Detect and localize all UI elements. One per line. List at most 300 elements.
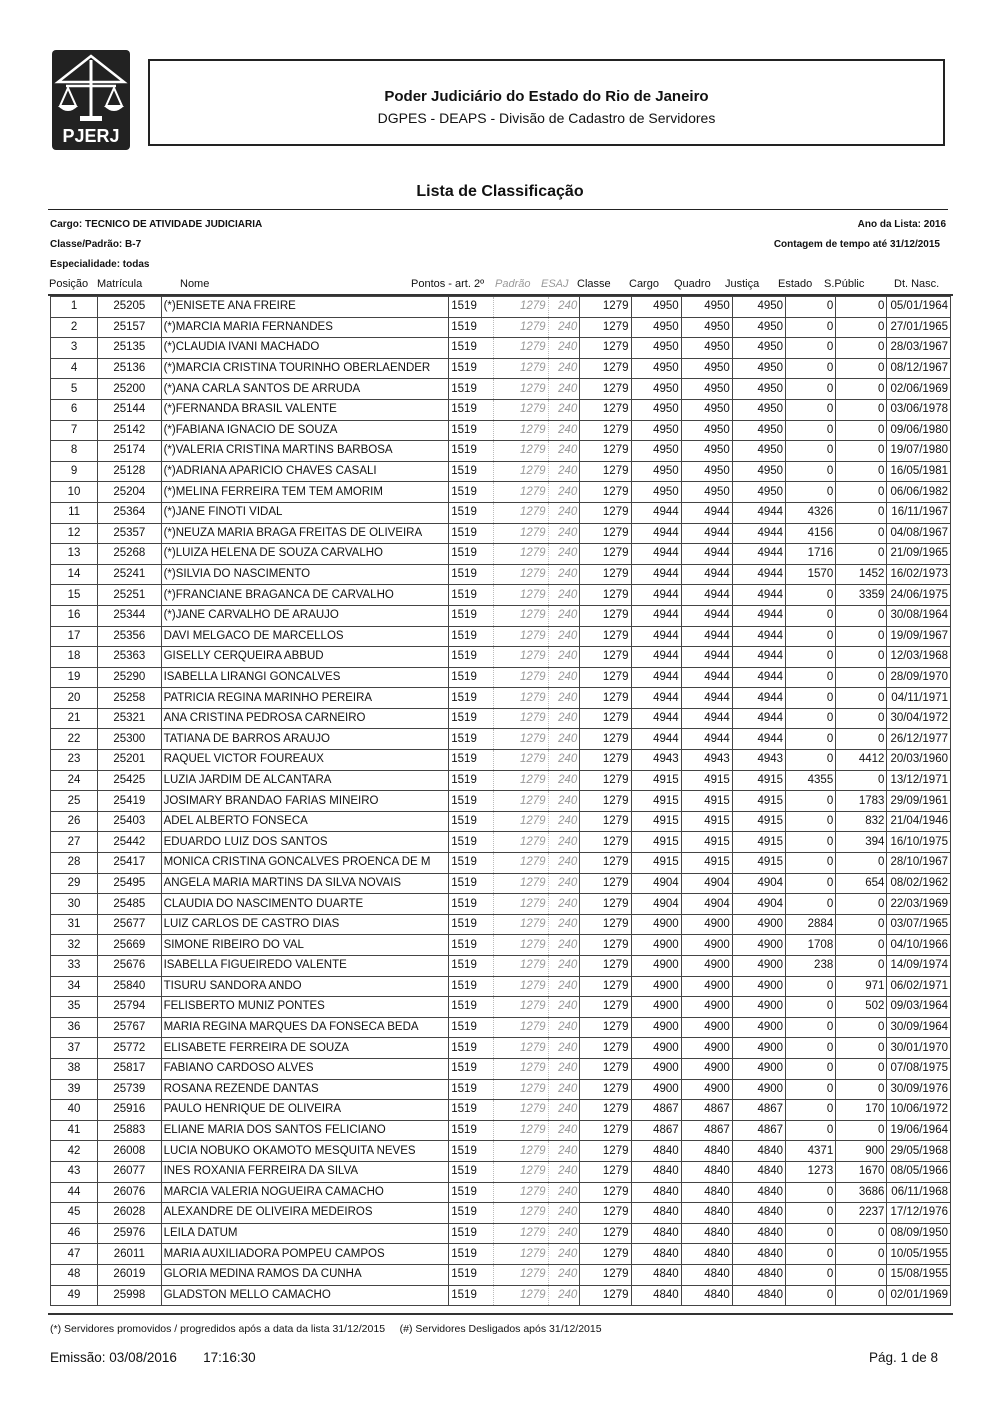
- table-row: [51, 502, 951, 523]
- cell-quadro: 4915: [681, 832, 732, 853]
- cell-justica: 4950: [732, 317, 785, 338]
- cell-cargo: 4944: [631, 626, 681, 647]
- table-row: [51, 894, 951, 915]
- cell-matricula: 25669: [98, 935, 161, 956]
- cell-esaj: 240: [548, 399, 580, 420]
- cell-estado: 4355: [786, 770, 836, 791]
- cell-esaj: 240: [548, 564, 580, 585]
- emissao: [50, 1350, 256, 1365]
- cell-classe: 1279: [580, 564, 631, 585]
- cell-pontos: 1519: [449, 564, 494, 585]
- table-row: [51, 770, 951, 791]
- cell-classe: 1279: [580, 399, 631, 420]
- cell-esaj: 240: [548, 750, 580, 771]
- cell-nome: ROSANA REZENDE DANTAS: [161, 1079, 449, 1100]
- cell-pontos: 1519: [449, 379, 494, 400]
- cell-estado: 0: [786, 585, 836, 606]
- cell-padrao: 1279: [494, 1120, 548, 1141]
- cell-quadro: 4840: [681, 1141, 732, 1162]
- cell-matricula: 25356: [98, 626, 161, 647]
- cell-spublic: 0: [836, 461, 887, 482]
- cell-dtnasc: 16/10/1975: [887, 832, 951, 853]
- cell-quadro: 4904: [681, 894, 732, 915]
- cell-posicao: 41: [51, 1120, 98, 1141]
- cell-quadro: 4915: [681, 811, 732, 832]
- cell-dtnasc: 09/06/1980: [887, 420, 951, 441]
- cell-cargo: 4950: [631, 317, 681, 338]
- meta-contagem: Contagem de tempo até 31/12/2015: [773, 239, 940, 250]
- title-rule: [48, 209, 948, 210]
- cell-spublic: 0: [836, 1285, 887, 1306]
- cell-nome: GLADSTON MELLO CAMACHO: [161, 1285, 449, 1306]
- cell-esaj: 240: [548, 791, 580, 812]
- cell-posicao: 44: [51, 1182, 98, 1203]
- table-row: [51, 708, 951, 729]
- cell-quadro: 4950: [681, 379, 732, 400]
- cell-cargo: 4840: [631, 1203, 681, 1224]
- cell-classe: 1279: [580, 894, 631, 915]
- cell-dtnasc: 02/01/1969: [887, 1285, 951, 1306]
- cell-pontos: 1519: [449, 811, 494, 832]
- cell-nome: PAULO HENRIQUE DE OLIVEIRA: [161, 1100, 449, 1121]
- cell-estado: 4326: [786, 502, 836, 523]
- cell-padrao: 1279: [494, 358, 548, 379]
- cell-dtnasc: 14/09/1974: [887, 956, 951, 977]
- cell-cargo: 4950: [631, 399, 681, 420]
- cell-matricula: 25817: [98, 1058, 161, 1079]
- cell-quadro: 4943: [681, 750, 732, 771]
- cell-padrao: 1279: [494, 1079, 548, 1100]
- cell-esaj: 240: [548, 1100, 580, 1121]
- table-row: [51, 1141, 951, 1162]
- cell-nome: MARIA AUXILIADORA POMPEU CAMPOS: [161, 1244, 449, 1265]
- cell-posicao: 48: [51, 1264, 98, 1285]
- cell-quadro: 4840: [681, 1244, 732, 1265]
- cell-matricula: 25321: [98, 708, 161, 729]
- footnote-promovidos: (*) Servidores promovidos / progredidos após a data da lista 31/12/2015: [50, 1323, 386, 1335]
- cell-esaj: 240: [548, 1017, 580, 1038]
- cell-dtnasc: 19/09/1967: [887, 626, 951, 647]
- cell-cargo: 4840: [631, 1285, 681, 1306]
- cell-quadro: 4944: [681, 564, 732, 585]
- cell-dtnasc: 22/03/1969: [887, 894, 951, 915]
- cell-esaj: 240: [548, 811, 580, 832]
- cell-justica: 4840: [732, 1182, 785, 1203]
- cell-pontos: 1519: [449, 729, 494, 750]
- cell-nome: JOSIMARY BRANDAO FARIAS MINEIRO: [161, 791, 449, 812]
- cell-dtnasc: 26/12/1977: [887, 729, 951, 750]
- table-row: [51, 1120, 951, 1141]
- cell-classe: 1279: [580, 853, 631, 874]
- cell-quadro: 4840: [681, 1264, 732, 1285]
- cell-padrao: 1279: [494, 399, 548, 420]
- cell-esaj: 240: [548, 688, 580, 709]
- table-row: [51, 1285, 951, 1306]
- cell-justica: 4950: [732, 482, 785, 503]
- cell-padrao: 1279: [494, 956, 548, 977]
- cell-classe: 1279: [580, 914, 631, 935]
- cell-classe: 1279: [580, 502, 631, 523]
- header-subtitle: DGPES - DEAPS - Divisão de Cadastro de Servidores: [377, 110, 716, 126]
- cell-spublic: 502: [836, 997, 887, 1018]
- cell-quadro: 4900: [681, 1017, 732, 1038]
- cell-classe: 1279: [580, 338, 631, 359]
- cell-spublic: 0: [836, 297, 887, 318]
- cell-esaj: 240: [548, 1203, 580, 1224]
- cell-cargo: 4943: [631, 750, 681, 771]
- cell-nome: LUZIA JARDIM DE ALCANTARA: [161, 770, 449, 791]
- cell-cargo: 4944: [631, 729, 681, 750]
- cell-padrao: 1279: [494, 420, 548, 441]
- cell-dtnasc: 04/10/1966: [887, 935, 951, 956]
- cell-quadro: 4944: [681, 544, 732, 565]
- cell-classe: 1279: [580, 976, 631, 997]
- cell-justica: 4900: [732, 1017, 785, 1038]
- cell-justica: 4867: [732, 1100, 785, 1121]
- cell-matricula: 25772: [98, 1038, 161, 1059]
- cell-dtnasc: 28/09/1970: [887, 667, 951, 688]
- cell-justica: 4900: [732, 976, 785, 997]
- table-row: [51, 976, 951, 997]
- cell-pontos: 1519: [449, 585, 494, 606]
- cell-matricula: 25916: [98, 1100, 161, 1121]
- cell-posicao: 7: [51, 420, 98, 441]
- table-row: [51, 544, 951, 565]
- cell-estado: 0: [786, 688, 836, 709]
- cell-spublic: 0: [836, 399, 887, 420]
- cell-posicao: 13: [51, 544, 98, 565]
- cell-spublic: 3359: [836, 585, 887, 606]
- cell-posicao: 4: [51, 358, 98, 379]
- cell-quadro: 4900: [681, 956, 732, 977]
- cell-cargo: 4840: [631, 1141, 681, 1162]
- cell-dtnasc: 05/01/1964: [887, 297, 951, 318]
- cell-cargo: 4840: [631, 1182, 681, 1203]
- cell-quadro: 4900: [681, 1079, 732, 1100]
- table-row: [51, 585, 951, 606]
- cell-cargo: 4904: [631, 894, 681, 915]
- cell-justica: 4900: [732, 1038, 785, 1059]
- cell-posicao: 17: [51, 626, 98, 647]
- cell-spublic: 654: [836, 873, 887, 894]
- meta-especialidade: Especialidade: todas: [50, 259, 150, 270]
- table-row: [51, 420, 951, 441]
- cell-dtnasc: 20/03/1960: [887, 750, 951, 771]
- cell-quadro: 4944: [681, 626, 732, 647]
- cell-nome: (*)FRANCIANE BRAGANCA DE CARVALHO: [161, 585, 449, 606]
- meta-classe-padrao: Classe/Padrão: B-7: [50, 239, 142, 250]
- cell-nome: ISABELLA LIRANGI GONCALVES: [161, 667, 449, 688]
- cell-esaj: 240: [548, 585, 580, 606]
- meta-cargo: Cargo: TECNICO DE ATIVIDADE JUDICIARIA: [50, 219, 263, 230]
- cell-estado: 1708: [786, 935, 836, 956]
- cell-nome: ADEL ALBERTO FONSECA: [161, 811, 449, 832]
- cell-padrao: 1279: [494, 1182, 548, 1203]
- cell-matricula: 25290: [98, 667, 161, 688]
- cell-justica: 4944: [732, 502, 785, 523]
- cell-spublic: 0: [836, 1264, 887, 1285]
- cell-dtnasc: 21/04/1946: [887, 811, 951, 832]
- cell-spublic: 0: [836, 1120, 887, 1141]
- cell-classe: 1279: [580, 791, 631, 812]
- cell-esaj: 240: [548, 1161, 580, 1182]
- cell-nome: (*)ENISETE ANA FREIRE: [161, 297, 449, 318]
- cell-posicao: 47: [51, 1244, 98, 1265]
- cell-dtnasc: 30/04/1972: [887, 708, 951, 729]
- cell-padrao: 1279: [494, 1285, 548, 1306]
- cell-estado: 2884: [786, 914, 836, 935]
- cell-cargo: 4950: [631, 358, 681, 379]
- pjerj-logo: [52, 50, 130, 150]
- cell-matricula: 25344: [98, 605, 161, 626]
- cell-padrao: 1279: [494, 564, 548, 585]
- cell-posicao: 39: [51, 1079, 98, 1100]
- cell-pontos: 1519: [449, 1264, 494, 1285]
- cell-justica: 4944: [732, 523, 785, 544]
- cell-cargo: 4840: [631, 1244, 681, 1265]
- cell-padrao: 1279: [494, 997, 548, 1018]
- cell-cargo: 4950: [631, 482, 681, 503]
- cell-pontos: 1519: [449, 791, 494, 812]
- cell-pontos: 1519: [449, 832, 494, 853]
- cell-estado: 0: [786, 441, 836, 462]
- table-row: [51, 317, 951, 338]
- table-row: [51, 1264, 951, 1285]
- cell-matricula: 25136: [98, 358, 161, 379]
- cell-spublic: 1670: [836, 1161, 887, 1182]
- cell-posicao: 26: [51, 811, 98, 832]
- cell-spublic: 0: [836, 667, 887, 688]
- cell-justica: 4840: [732, 1244, 785, 1265]
- cell-dtnasc: 30/09/1976: [887, 1079, 951, 1100]
- cell-pontos: 1519: [449, 1244, 494, 1265]
- cell-justica: 4900: [732, 1058, 785, 1079]
- cell-quadro: 4944: [681, 708, 732, 729]
- col-dtnasc: Dt. Nasc.: [894, 278, 940, 290]
- cell-estado: 0: [786, 1182, 836, 1203]
- cell-spublic: 0: [836, 1244, 887, 1265]
- cell-justica: 4840: [732, 1285, 785, 1306]
- cell-padrao: 1279: [494, 482, 548, 503]
- cell-estado: 0: [786, 791, 836, 812]
- cell-quadro: 4944: [681, 523, 732, 544]
- cell-dtnasc: 30/08/1964: [887, 605, 951, 626]
- cell-spublic: 0: [836, 420, 887, 441]
- cell-dtnasc: 06/06/1982: [887, 482, 951, 503]
- cell-estado: 0: [786, 729, 836, 750]
- cell-classe: 1279: [580, 956, 631, 977]
- cell-posicao: 28: [51, 853, 98, 874]
- cell-esaj: 240: [548, 997, 580, 1018]
- emissao-time: 17:16:30: [203, 1350, 256, 1365]
- cell-padrao: 1279: [494, 873, 548, 894]
- cell-spublic: 0: [836, 358, 887, 379]
- cell-dtnasc: 28/03/1967: [887, 338, 951, 359]
- cell-justica: 4900: [732, 935, 785, 956]
- cell-posicao: 32: [51, 935, 98, 956]
- table-row: [51, 1161, 951, 1182]
- cell-cargo: 4944: [631, 647, 681, 668]
- cell-dtnasc: 19/06/1964: [887, 1120, 951, 1141]
- cell-quadro: 4950: [681, 358, 732, 379]
- cell-nome: ANGELA MARIA MARTINS DA SILVA NOVAIS: [161, 873, 449, 894]
- cell-estado: 0: [786, 647, 836, 668]
- cell-posicao: 34: [51, 976, 98, 997]
- cell-quadro: 4944: [681, 729, 732, 750]
- cell-justica: 4840: [732, 1223, 785, 1244]
- col-padrao: Padrão: [495, 278, 531, 290]
- cell-padrao: 1279: [494, 729, 548, 750]
- cell-cargo: 4900: [631, 1058, 681, 1079]
- cell-matricula: 25739: [98, 1079, 161, 1100]
- cell-justica: 4944: [732, 708, 785, 729]
- cell-spublic: 0: [836, 482, 887, 503]
- cell-spublic: 0: [836, 523, 887, 544]
- page-number: Pág. 1 de 8: [868, 1350, 938, 1365]
- cell-quadro: 4900: [681, 914, 732, 935]
- cell-posicao: 21: [51, 708, 98, 729]
- cell-cargo: 4944: [631, 564, 681, 585]
- cell-matricula: 25174: [98, 441, 161, 462]
- cell-pontos: 1519: [449, 853, 494, 874]
- cell-justica: 4900: [732, 956, 785, 977]
- cell-pontos: 1519: [449, 770, 494, 791]
- cell-esaj: 240: [548, 935, 580, 956]
- cell-esaj: 240: [548, 976, 580, 997]
- cell-esaj: 240: [548, 873, 580, 894]
- cell-esaj: 240: [548, 832, 580, 853]
- cell-posicao: 37: [51, 1038, 98, 1059]
- cell-posicao: 9: [51, 461, 98, 482]
- cell-dtnasc: 29/05/1968: [887, 1141, 951, 1162]
- table-row: [51, 523, 951, 544]
- cell-estado: 0: [786, 1120, 836, 1141]
- cell-posicao: 31: [51, 914, 98, 935]
- cell-spublic: 2237: [836, 1203, 887, 1224]
- cell-matricula: 26028: [98, 1203, 161, 1224]
- cell-spublic: 0: [836, 441, 887, 462]
- cell-justica: 4840: [732, 1161, 785, 1182]
- cell-spublic: 0: [836, 1058, 887, 1079]
- cell-estado: 4371: [786, 1141, 836, 1162]
- cell-nome: GLORIA MEDINA RAMOS DA CUNHA: [161, 1264, 449, 1285]
- cell-classe: 1279: [580, 1141, 631, 1162]
- cell-pontos: 1519: [449, 894, 494, 915]
- cell-dtnasc: 21/09/1965: [887, 544, 951, 565]
- cell-classe: 1279: [580, 297, 631, 318]
- cell-matricula: 25794: [98, 997, 161, 1018]
- cell-quadro: 4840: [681, 1285, 732, 1306]
- cell-nome: RAQUEL VICTOR FOUREAUX: [161, 750, 449, 771]
- cell-posicao: 23: [51, 750, 98, 771]
- cell-cargo: 4944: [631, 605, 681, 626]
- emissao-label: Emissão:: [50, 1350, 106, 1365]
- cell-classe: 1279: [580, 832, 631, 853]
- cell-matricula: 25200: [98, 379, 161, 400]
- cell-cargo: 4840: [631, 1223, 681, 1244]
- cell-spublic: 3686: [836, 1182, 887, 1203]
- cell-spublic: 0: [836, 1038, 887, 1059]
- cell-classe: 1279: [580, 811, 631, 832]
- cell-pontos: 1519: [449, 688, 494, 709]
- cell-justica: 4900: [732, 997, 785, 1018]
- cell-nome: MARIA REGINA MARQUES DA FONSECA BEDA: [161, 1017, 449, 1038]
- cell-esaj: 240: [548, 647, 580, 668]
- cell-esaj: 240: [548, 317, 580, 338]
- cell-matricula: 25676: [98, 956, 161, 977]
- cell-spublic: 170: [836, 1100, 887, 1121]
- cell-justica: 4943: [732, 750, 785, 771]
- cell-esaj: 240: [548, 379, 580, 400]
- cell-justica: 4944: [732, 564, 785, 585]
- cell-classe: 1279: [580, 544, 631, 565]
- cell-dtnasc: 17/12/1976: [887, 1203, 951, 1224]
- cell-spublic: 0: [836, 502, 887, 523]
- cell-posicao: 46: [51, 1223, 98, 1244]
- cell-pontos: 1519: [449, 873, 494, 894]
- cell-nome: (*)VALERIA CRISTINA MARTINS BARBOSA: [161, 441, 449, 462]
- cell-matricula: 25204: [98, 482, 161, 503]
- cell-justica: 4840: [732, 1203, 785, 1224]
- cell-spublic: 0: [836, 770, 887, 791]
- cell-dtnasc: 03/07/1965: [887, 914, 951, 935]
- cell-estado: 238: [786, 956, 836, 977]
- cell-matricula: 25840: [98, 976, 161, 997]
- cell-spublic: 0: [836, 1079, 887, 1100]
- cell-pontos: 1519: [449, 1203, 494, 1224]
- cell-esaj: 240: [548, 502, 580, 523]
- cell-dtnasc: 12/03/1968: [887, 647, 951, 668]
- cell-justica: 4944: [732, 626, 785, 647]
- cell-cargo: 4915: [631, 791, 681, 812]
- cell-padrao: 1279: [494, 1100, 548, 1121]
- cell-quadro: 4944: [681, 647, 732, 668]
- cell-posicao: 11: [51, 502, 98, 523]
- cell-classe: 1279: [580, 1223, 631, 1244]
- cell-classe: 1279: [580, 358, 631, 379]
- cell-esaj: 240: [548, 358, 580, 379]
- cell-dtnasc: 29/09/1961: [887, 791, 951, 812]
- cell-estado: 0: [786, 976, 836, 997]
- cell-pontos: 1519: [449, 1058, 494, 1079]
- cell-cargo: 4950: [631, 461, 681, 482]
- cell-pontos: 1519: [449, 1182, 494, 1203]
- cell-esaj: 240: [548, 914, 580, 935]
- cell-cargo: 4950: [631, 441, 681, 462]
- cell-justica: 4950: [732, 358, 785, 379]
- cell-dtnasc: 30/09/1964: [887, 1017, 951, 1038]
- cell-estado: 0: [786, 1058, 836, 1079]
- cell-padrao: 1279: [494, 379, 548, 400]
- cell-esaj: 240: [548, 461, 580, 482]
- cell-spublic: 971: [836, 976, 887, 997]
- cell-nome: FABIANO CARDOSO ALVES: [161, 1058, 449, 1079]
- cell-esaj: 240: [548, 441, 580, 462]
- cell-matricula: 26019: [98, 1264, 161, 1285]
- table-row: [51, 564, 951, 585]
- cell-esaj: 240: [548, 1285, 580, 1306]
- cell-estado: 0: [786, 997, 836, 1018]
- cell-cargo: 4867: [631, 1100, 681, 1121]
- cell-spublic: 0: [836, 729, 887, 750]
- cell-posicao: 10: [51, 482, 98, 503]
- cell-estado: 0: [786, 358, 836, 379]
- cell-spublic: 0: [836, 914, 887, 935]
- cell-padrao: 1279: [494, 1244, 548, 1265]
- cell-nome: (*)ANA CARLA SANTOS DE ARRUDA: [161, 379, 449, 400]
- cell-esaj: 240: [548, 1038, 580, 1059]
- cell-padrao: 1279: [494, 1017, 548, 1038]
